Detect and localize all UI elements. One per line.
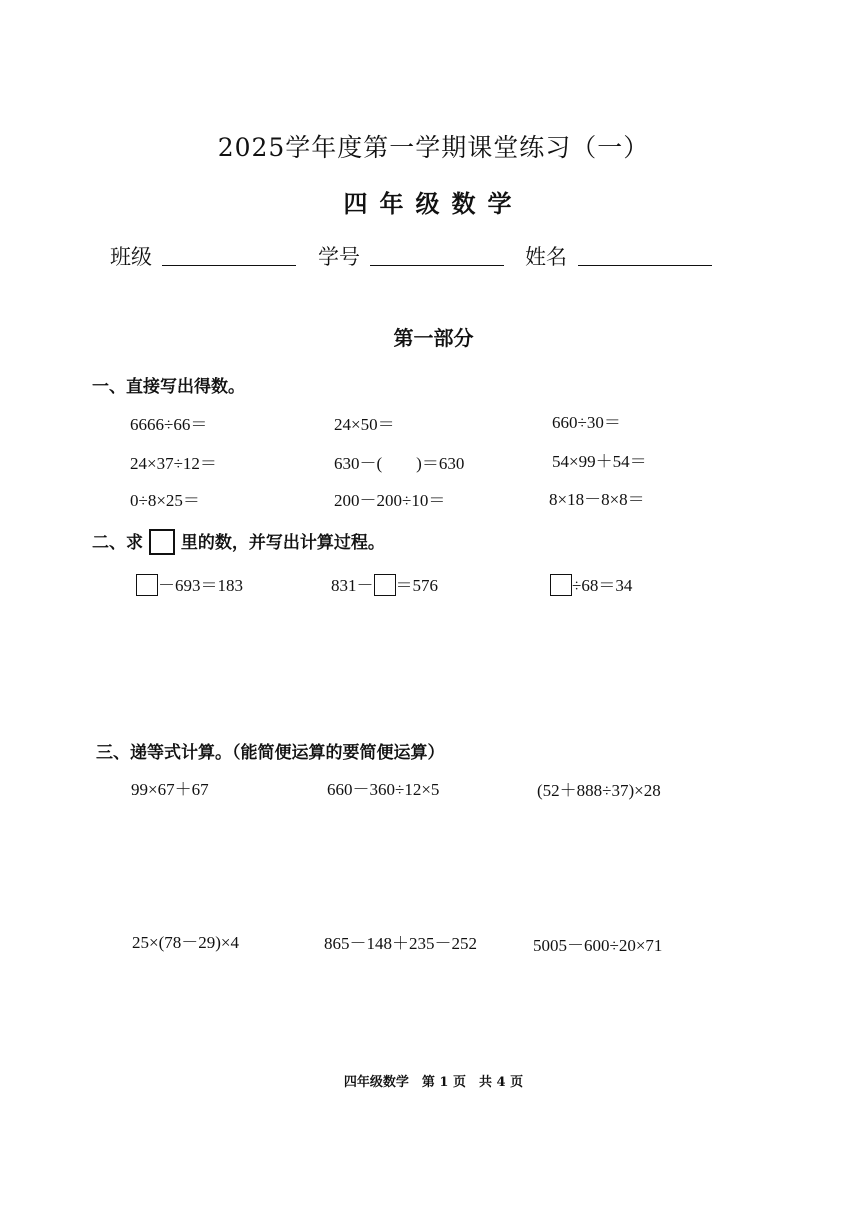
section2-title-prefix: 二、求	[92, 533, 143, 553]
answer-box-icon	[149, 529, 175, 555]
answer-box[interactable]	[374, 574, 396, 596]
section3-problem: (52＋888÷37)×28	[537, 781, 661, 800]
section1-problem: 200－200÷10＝	[334, 491, 446, 510]
section1-problem: 8×18－8×8＝	[549, 490, 645, 509]
section1-problem: 6666÷66＝	[130, 415, 208, 434]
page-subtitle: 四年级数学	[343, 189, 524, 218]
section1-problem: 24×37÷12＝	[130, 454, 217, 473]
student-number-label: 学号	[318, 245, 360, 269]
page-title: 2025学年度第一学期课堂练习（一）	[217, 133, 650, 162]
section1-problem: 54×99＋54＝	[552, 452, 647, 471]
page-footer: 四年级数学 第 1 页 共 4 页	[343, 1075, 524, 1090]
section3-problem: 99×67＋67	[131, 780, 209, 799]
section2-title-suffix: 里的数，并写出计算过程。	[180, 533, 385, 553]
student-number-field[interactable]	[370, 265, 504, 266]
answer-box[interactable]	[136, 574, 158, 596]
section1-problem: 660÷30＝	[552, 413, 621, 432]
section1-title: 一、直接写出得数。	[92, 377, 245, 397]
section2-title	[92, 528, 385, 557]
section1-problem: 630－( )＝630	[334, 454, 465, 473]
section2-problem: 831－ ＝576	[331, 576, 438, 595]
section3-problem: 5005－600÷20×71	[533, 936, 663, 955]
section3-problem: 25×(78－29)×4	[132, 933, 239, 952]
section1-problem: 24×50＝	[334, 415, 395, 434]
section3-problem: 865－148＋235－252	[324, 934, 477, 953]
class-label: 班级	[110, 245, 152, 269]
name-label: 姓名	[525, 245, 567, 269]
class-field[interactable]	[162, 265, 296, 266]
section3-title: 三、递等式计算。（能简便运算的要简便运算）	[96, 743, 445, 763]
section3-problem: 660－360÷12×5	[327, 780, 440, 799]
name-field[interactable]	[578, 265, 712, 266]
section2-problem: ÷68＝34	[550, 571, 632, 598]
part-title: 第一部分	[393, 326, 474, 350]
section2-problem: －693＝183	[136, 571, 243, 598]
answer-box[interactable]	[550, 574, 572, 596]
section1-problem: 0÷8×25＝	[130, 491, 200, 510]
